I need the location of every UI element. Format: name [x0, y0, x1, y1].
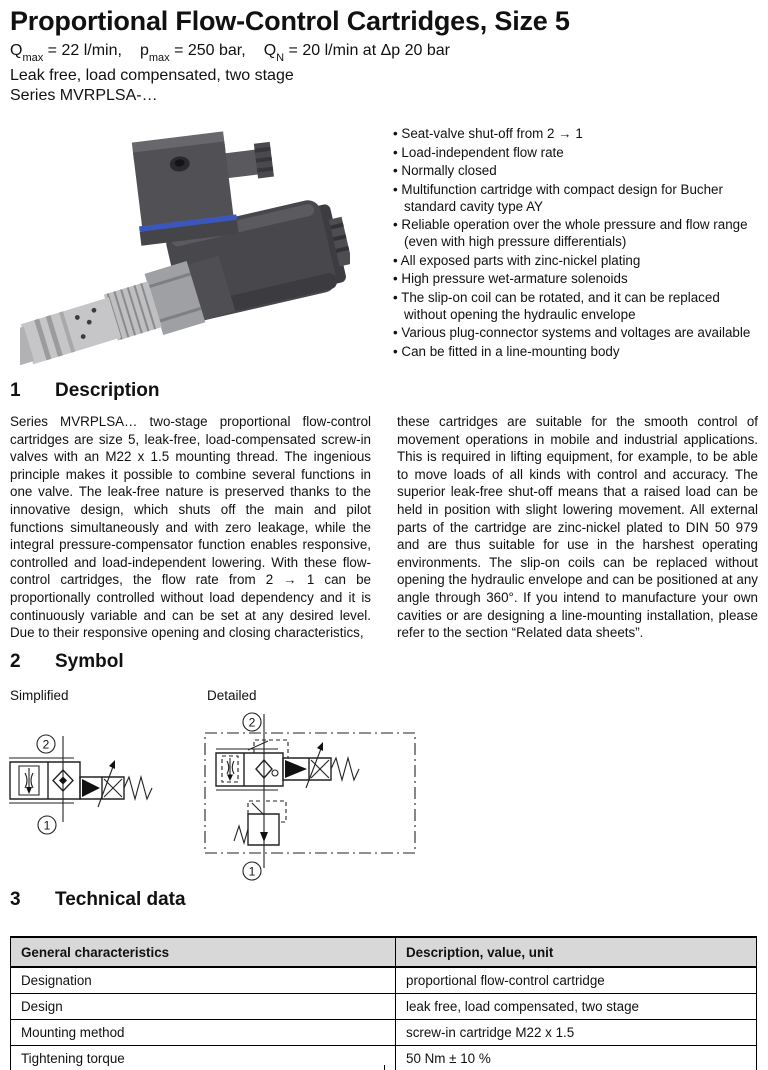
- svg-text:2: 2: [248, 715, 256, 730]
- feature-item: • High pressure wet-armature solenoids: [393, 270, 761, 287]
- feature-item: • All exposed parts with zinc-nickel plating: [393, 252, 761, 269]
- spec-line-ratings: [10, 41, 450, 66]
- feature-item: • Normally closed: [393, 162, 761, 179]
- table-row: [11, 994, 757, 1020]
- table-cell-value: screw-in cartridge M22 x 1.5: [396, 1020, 757, 1046]
- table-continuation-border: [10, 1065, 11, 1070]
- svg-text:2: 2: [42, 737, 50, 752]
- table-row: [11, 967, 757, 994]
- page-title: Proportional Flow-Control Cartridges, Size 5: [10, 6, 570, 36]
- detailed-symbol: [198, 702, 438, 888]
- description-column-right: these cartridges are suitable for the smooth control of movement operations in mobile and industrial applications. This is required in lifting equipment, for example, to be able to move loads of all kinds with control and accuracy. The superior leak-free shut-off means that a raised load can be held in position with slight lowering movement. All external parts of the cartridge are zinc-nickel plated to DIN 50 979 and are thus suitable for use in the harshest operating environments. The slip-on coils can be replaced without opening the hydraulic envelope and can be positioned at any angle through 360°. If you intend to manufacture your own cavities or are designing a line-mounting installation, please refer to the section “Related data sheets”.: [397, 414, 758, 641]
- table-cell-label: Tightening torque: [11, 1046, 396, 1070]
- feature-item: • Reliable operation over the whole pressure and flow range (even with high pressure differentials): [393, 216, 761, 250]
- table-cell-label: Designation: [11, 967, 396, 994]
- product-photo: [20, 128, 350, 373]
- spec-qmax: $Q_{max} = 22$ l/min,: [10, 42, 122, 65]
- feature-item: • Seat-valve shut-off from 2 → 1: [393, 125, 761, 142]
- table-cell-value: leak free, load compensated, two stage: [396, 994, 757, 1020]
- feature-list: [393, 125, 761, 361]
- table-header-description: Description, value, unit: [396, 937, 757, 967]
- section-heading-description: 1 Description: [10, 380, 160, 401]
- table-continuation-border: [384, 1065, 385, 1070]
- table-cell-value: proportional flow-control cartridge: [396, 967, 757, 994]
- section-heading-technical-data: 3 Technical data: [10, 889, 186, 910]
- table-cell-label: Mounting method: [11, 1020, 396, 1046]
- table-cell-label: Design: [11, 994, 396, 1020]
- detailed-label: Detailed: [207, 688, 257, 703]
- header-specs: [10, 41, 450, 106]
- description-column-left: Series MVRPLSA… two-stage proportional flow-control cartridges are size 5, leak-free, load-compensated screw-in valves with an M22 x 1.5 mounting thread. The ingenious principle makes it possible to combine several functions in one valve. The leak-free nature is preserved thanks to the innovative design, which shuts off the main and pilot functions simultaneously and with zero leakage, while the integral pressure-compensator function enables responsive, controlled and load-independent lowering. With these flow-control cartridges, the flow rate from 2 → 1 can be proportionally controlled without load dependency and it is continuously variable and can be set at any desired level. Due to their responsive opening and closing characteristics,: [10, 414, 371, 641]
- table-row: [11, 1020, 757, 1046]
- cartridge-body: [20, 252, 236, 373]
- table-cell-value: 50 Nm ± 10 %: [396, 1046, 757, 1070]
- svg-text:1: 1: [43, 818, 51, 833]
- table-header-row: [11, 937, 757, 967]
- feature-item: • Multifunction cartridge with compact design for Bucher standard cavity type AY: [393, 181, 761, 215]
- svg-text:1: 1: [248, 864, 256, 879]
- description-columns: [10, 413, 758, 642]
- simplified-symbol: [8, 714, 160, 850]
- spec-pmax: $p_{max} = 250$ bar,: [139, 42, 246, 65]
- section-heading-symbol: 2 Symbol: [10, 651, 124, 672]
- table-header-general: General characteristics: [11, 937, 396, 967]
- simplified-label: Simplified: [10, 688, 69, 703]
- technical-data-table: [10, 936, 757, 1070]
- spec-qn: $Q_N = 20$ l/min at Δp 20 bar: [263, 42, 450, 65]
- feature-item: • The slip-on coil can be rotated, and it can be replaced without opening the hydraulic envelope: [393, 289, 761, 323]
- feature-item: • Load-independent flow rate: [393, 144, 761, 161]
- spec-line-series: Series MVRPLSA-…: [10, 87, 158, 105]
- feature-item: • Can be fitted in a line-mounting body: [393, 343, 761, 360]
- feature-item: • Various plug-connector systems and voltages are available: [393, 324, 761, 341]
- spec-line-design: Leak free, load compensated, two stage: [10, 67, 294, 85]
